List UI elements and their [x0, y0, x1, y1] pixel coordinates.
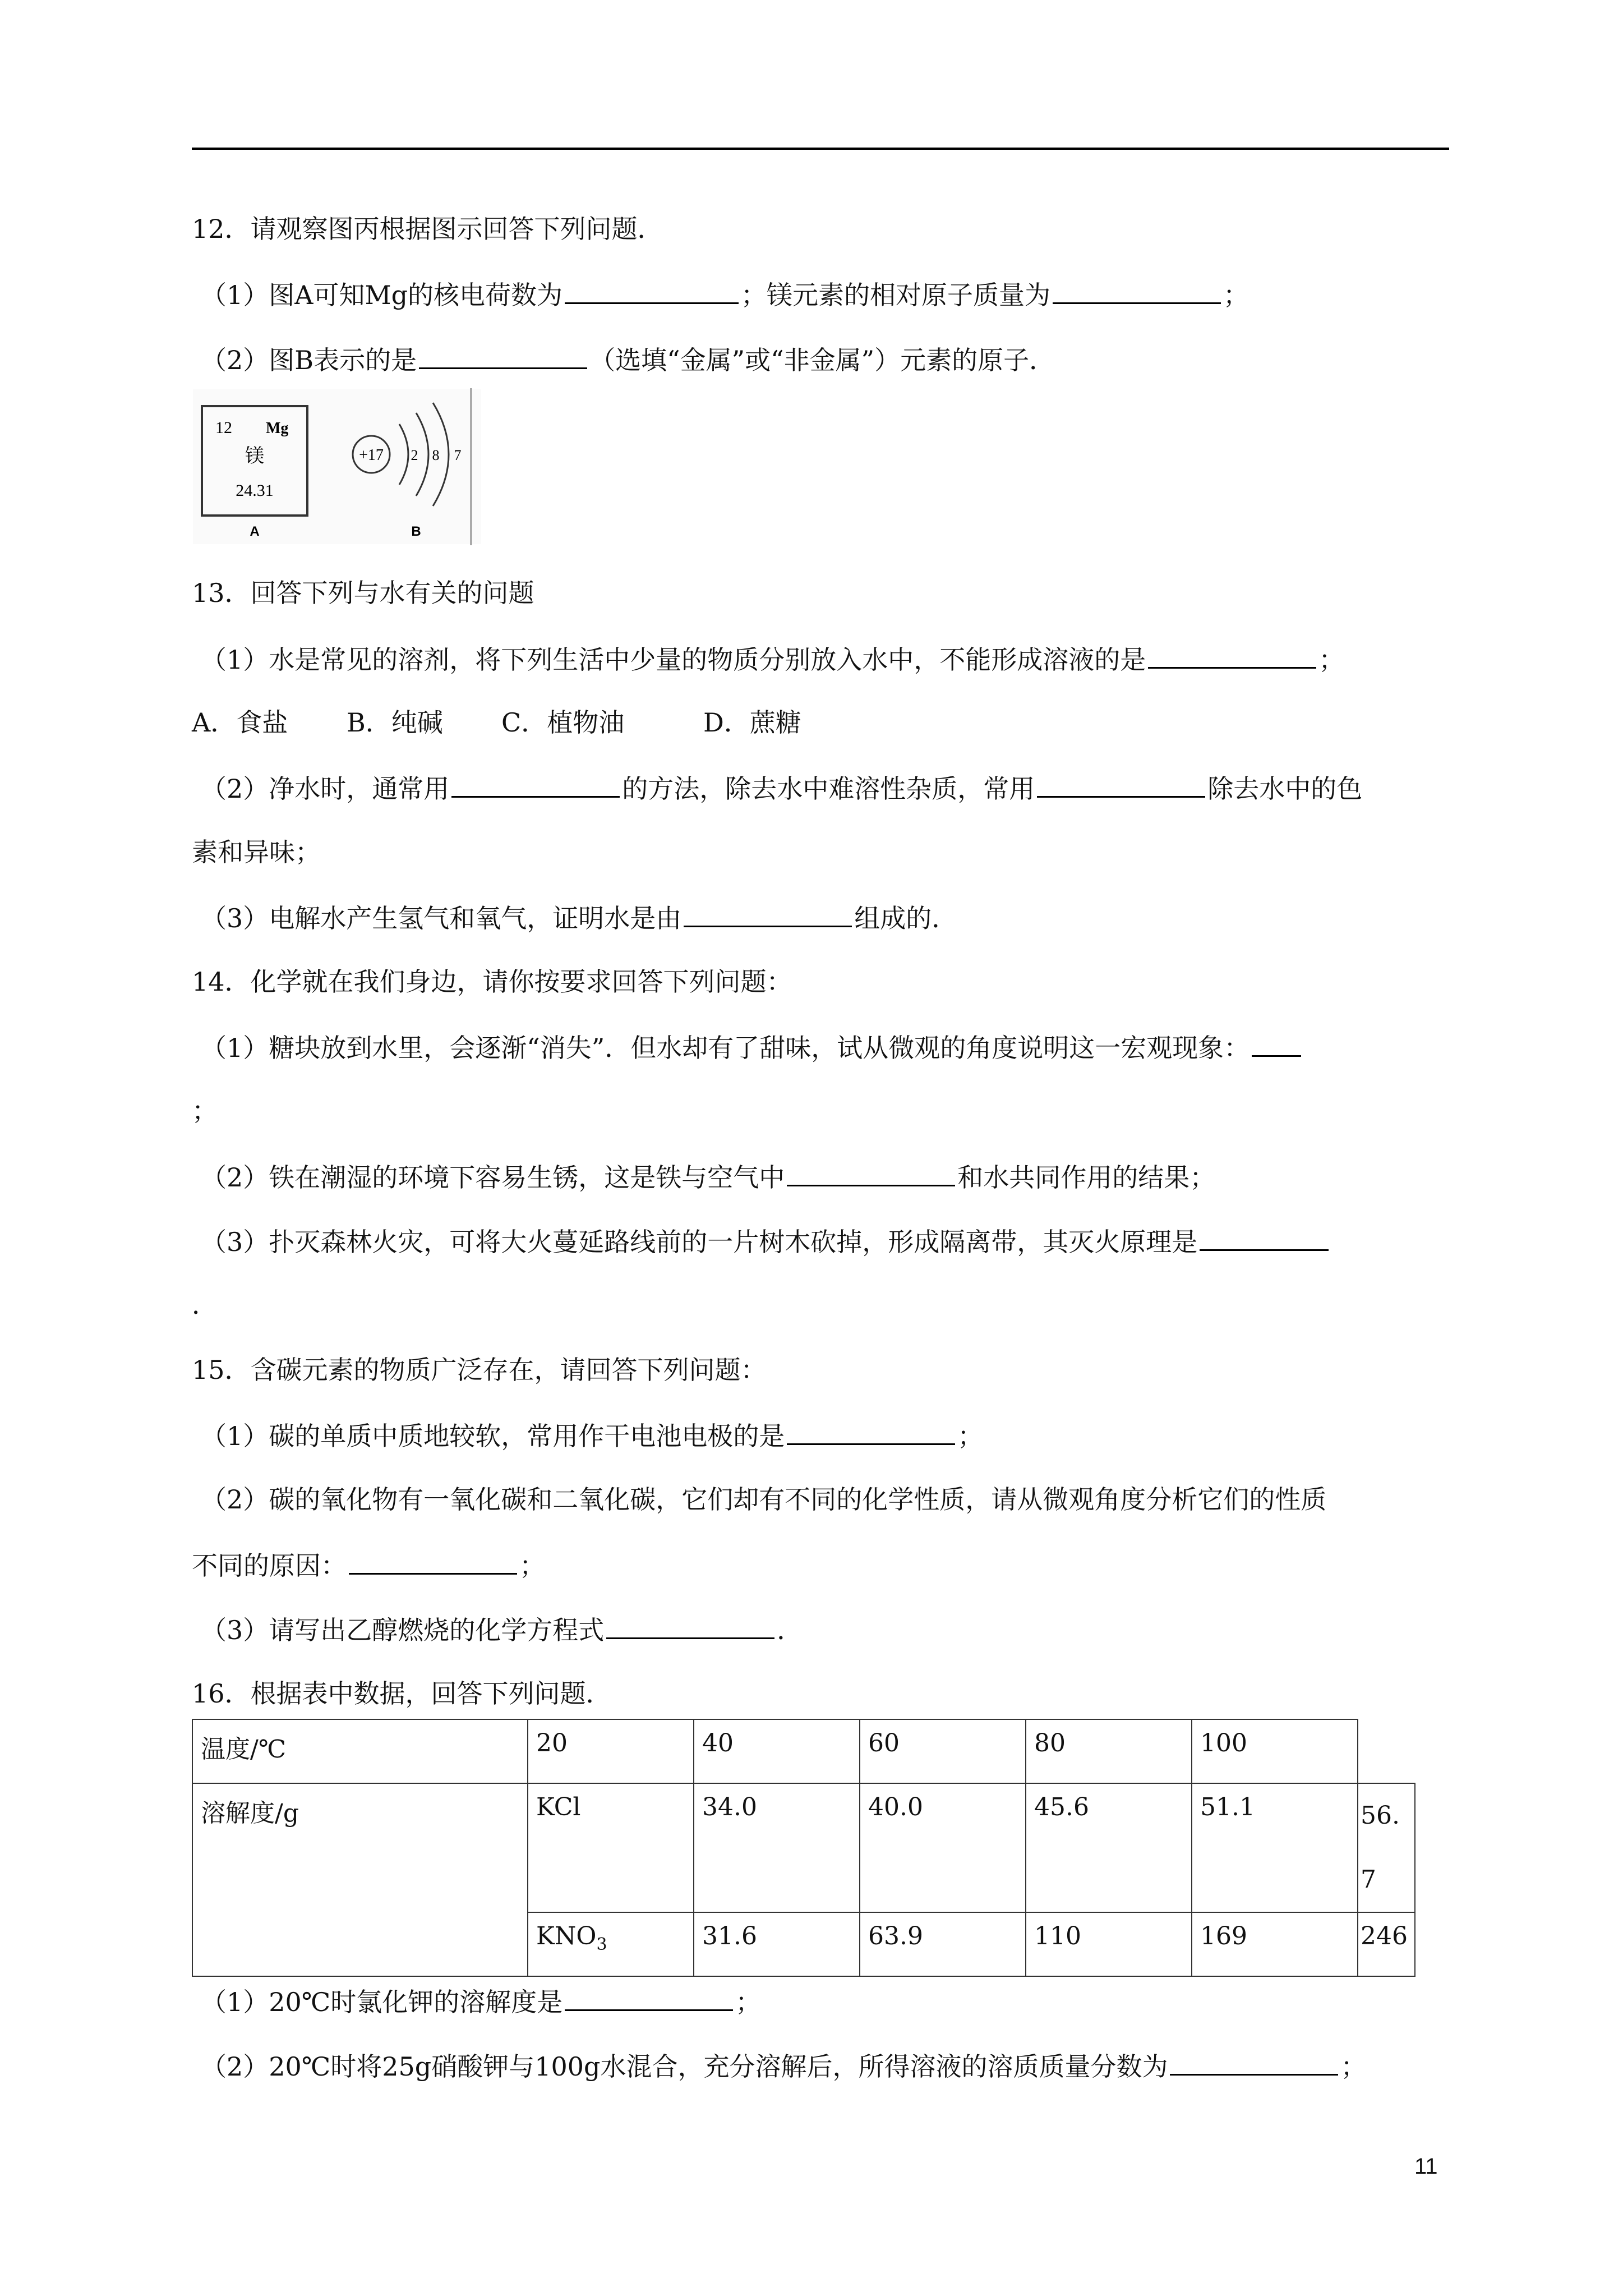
answer-blank[interactable]: [1252, 1029, 1301, 1057]
answer-blank[interactable]: [684, 900, 852, 927]
temperature-cell: 100: [1192, 1719, 1358, 1783]
q12-part1: （1）图A可知Mg的核电荷数为 ；镁元素的相对原子质量为 ；: [201, 277, 1249, 312]
q13-options: [192, 706, 801, 739]
q13-part2-cont: 素和异味；: [192, 837, 321, 867]
q14-part1: （1）糖块放到水里，会逐渐“消失”．但水却有了甜味，试从微观的角度说明这一宏观现象：: [201, 1029, 1303, 1065]
q13-part3: （3）电解水产生氢气和氧气，证明水是由 组成的．: [201, 900, 957, 935]
answer-blank[interactable]: [1200, 1223, 1329, 1251]
option-a[interactable]: A．食盐: [192, 707, 288, 738]
answer-blank[interactable]: [419, 342, 587, 369]
answer-blank[interactable]: [787, 1418, 955, 1445]
temperature-cell: 20: [528, 1719, 694, 1783]
option-d[interactable]: D．蔗糖: [703, 707, 801, 738]
option-b[interactable]: B．纯碱: [347, 707, 443, 738]
shell-electron-count: 8: [432, 447, 440, 463]
kcl-cell: 34.0: [694, 1783, 860, 1912]
figure-label-b: B: [411, 524, 421, 539]
q14-part3-end: ．: [192, 1290, 218, 1320]
page-number: 11: [1414, 2154, 1438, 2179]
kcl-label: KCl: [528, 1783, 694, 1912]
q14-stem: 14．化学就在我们身边，请你按要求回答下列问题：: [192, 967, 792, 997]
answer-blank[interactable]: [1037, 770, 1205, 798]
nuclear-charge: +17: [359, 447, 384, 464]
q15-part3: （3）请写出乙醇燃烧的化学方程式 ．: [201, 1612, 803, 1647]
q14-part3: （3）扑灭森林火灾，可将大火蔓延路线前的一片树木砍掉，形成隔离带，其灭火原理是: [201, 1223, 1331, 1259]
answer-blank[interactable]: [565, 277, 739, 304]
shell-electron-count: 7: [454, 447, 462, 463]
q16-part2: （2）20℃时将25g硝酸钾与100g水混合，充分溶解后，所得溶液的溶质质量分数为 ；: [201, 2048, 1366, 2083]
answer-blank[interactable]: [349, 1547, 517, 1575]
element-name: 镁: [245, 445, 264, 467]
atomic-number: 12: [215, 418, 232, 437]
atomic-mass: 24.31: [236, 481, 274, 500]
q15-part2-cont: 不同的原因： ；: [192, 1547, 545, 1582]
q13-part1: （1）水是常见的溶剂，将下列生活中少量的物质分别放入水中，不能形成溶液的是 ；: [201, 641, 1344, 677]
q14-part1-end: ；: [192, 1096, 218, 1126]
q12-part2: （2）图B表示的是 （选填“金属”或“非金属”）元素的原子．: [201, 342, 1055, 377]
q15-part2: （2）碳的氧化物有一氧化碳和二氧化碳，它们却有不同的化学性质，请从微观角度分析它们的性质: [201, 1484, 1327, 1515]
figure-label-a: A: [250, 524, 260, 539]
answer-blank[interactable]: [1148, 641, 1316, 669]
kcl-cell: 56. 7: [1358, 1783, 1415, 1912]
q14-part2: （2）铁在潮湿的环境下容易生锈，这是铁与空气中 和水共同作用的结果；: [201, 1159, 1215, 1194]
answer-blank[interactable]: [787, 1159, 955, 1186]
kno3-cell: 63.9: [860, 1912, 1026, 1976]
temperature-cell: 60: [860, 1719, 1026, 1783]
kcl-cell: 51.1: [1192, 1783, 1358, 1912]
kcl-cell: 40.0: [860, 1783, 1026, 1912]
solubility-header: 溶解度/g: [192, 1783, 528, 1976]
temperature-cell: 40: [694, 1719, 860, 1783]
q16-part1: （1）20℃时氯化钾的溶解度是 ；: [201, 1984, 761, 2019]
answer-blank[interactable]: [1053, 277, 1221, 304]
header-rule: [192, 148, 1449, 150]
kno3-cell: 246: [1358, 1912, 1415, 1976]
element-symbol: Mg: [266, 420, 289, 437]
kno3-cell: 169: [1192, 1912, 1358, 1976]
q15-part1: （1）碳的单质中质地较软，常用作干电池电极的是 ；: [201, 1418, 983, 1453]
q13-stem: 13．回答下列与水有关的问题: [192, 578, 534, 608]
temperature-header: 温度/℃: [192, 1719, 528, 1783]
kno3-cell: 31.6: [694, 1912, 860, 1976]
answer-blank[interactable]: [1170, 2048, 1338, 2076]
shell-electron-count: 2: [411, 447, 418, 463]
q16-stem: 16．根据表中数据，回答下列问题．: [192, 1678, 612, 1709]
kno3-cell: 110: [1026, 1912, 1192, 1976]
option-c[interactable]: C．植物油: [501, 707, 625, 738]
answer-blank[interactable]: [451, 770, 620, 798]
kcl-cell: 45.6: [1026, 1783, 1192, 1912]
q12-stem: 12．请观察图丙根据图示回答下列问题．: [192, 214, 663, 244]
answer-blank[interactable]: [606, 1612, 774, 1639]
q15-stem: 15．含碳元素的物质广泛存在，请回答下列问题：: [192, 1355, 767, 1385]
atom-structure-figure: [192, 388, 482, 545]
kno3-label: $KNO_3$: [528, 1912, 694, 1976]
answer-blank[interactable]: [565, 1984, 733, 2011]
temperature-cell: 80: [1026, 1719, 1192, 1783]
solubility-table: [192, 1719, 1415, 1977]
q13-part2: （2）净水时，通常用 的方法，除去水中难溶性杂质，常用 除去水中的色: [201, 770, 1362, 806]
